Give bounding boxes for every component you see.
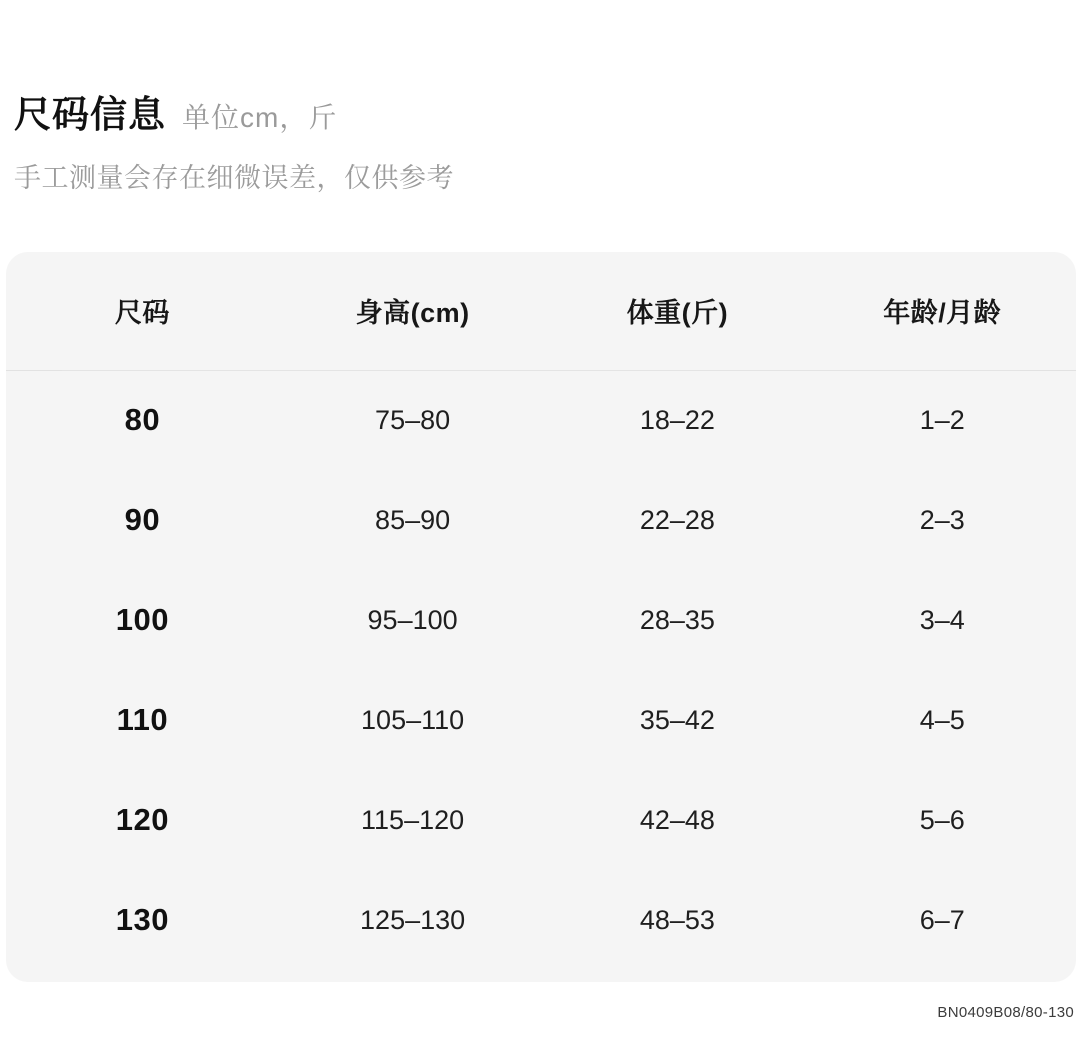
unit-note: 单位cm，斤 bbox=[182, 102, 338, 133]
cell-height: 95–100 bbox=[367, 604, 458, 635]
size-chart-header bbox=[14, 95, 1054, 195]
cell-height: 115–120 bbox=[361, 804, 465, 835]
size-table-body bbox=[6, 370, 1076, 970]
cell-weight: 42–48 bbox=[639, 804, 715, 835]
cell-age: 3–4 bbox=[919, 604, 965, 635]
size-table-card bbox=[6, 252, 1076, 982]
cell-height: 85–90 bbox=[375, 504, 451, 535]
size-table bbox=[6, 252, 1076, 970]
cell-age: 4–5 bbox=[919, 704, 965, 735]
column-header-height: 身高(cm) bbox=[279, 252, 547, 370]
table-row bbox=[6, 770, 1076, 870]
cell-weight: 28–35 bbox=[639, 604, 715, 635]
cell-size: 100 bbox=[115, 602, 170, 637]
cell-age: 6–7 bbox=[919, 904, 965, 935]
page-title: 尺码信息 bbox=[14, 94, 166, 135]
measurement-disclaimer: 手工测量会存在细微误差，仅供参考 bbox=[14, 163, 454, 193]
size-table-head bbox=[6, 252, 1076, 370]
cell-size: 110 bbox=[116, 702, 169, 737]
table-header-row bbox=[6, 252, 1076, 370]
cell-age: 1–2 bbox=[919, 404, 965, 435]
table-row bbox=[6, 670, 1076, 770]
cell-weight: 35–42 bbox=[639, 704, 715, 735]
cell-size: 90 bbox=[124, 502, 161, 537]
cell-weight: 18–22 bbox=[639, 404, 715, 435]
header-divider bbox=[62, 370, 1020, 371]
cell-weight: 48–53 bbox=[639, 904, 715, 935]
cell-size: 120 bbox=[115, 802, 170, 837]
table-row bbox=[6, 870, 1076, 970]
cell-size: 130 bbox=[115, 902, 170, 937]
table-row bbox=[6, 470, 1076, 570]
cell-height: 105–110 bbox=[361, 704, 465, 735]
column-header-weight: 体重(斤) bbox=[546, 252, 808, 370]
column-header-age: 年龄/月龄 bbox=[808, 252, 1076, 370]
cell-height: 125–130 bbox=[360, 904, 466, 935]
cell-height: 75–80 bbox=[375, 404, 451, 435]
title-row bbox=[14, 95, 1054, 136]
table-row bbox=[6, 570, 1076, 670]
cell-weight: 22–28 bbox=[639, 504, 715, 535]
cell-size: 80 bbox=[124, 402, 161, 438]
cell-age: 5–6 bbox=[919, 804, 965, 835]
table-row bbox=[6, 370, 1076, 470]
cell-age: 2–3 bbox=[919, 504, 965, 535]
product-code: BN0409B08/80-130 bbox=[937, 1004, 1074, 1021]
column-header-size: 尺码 bbox=[6, 252, 279, 370]
